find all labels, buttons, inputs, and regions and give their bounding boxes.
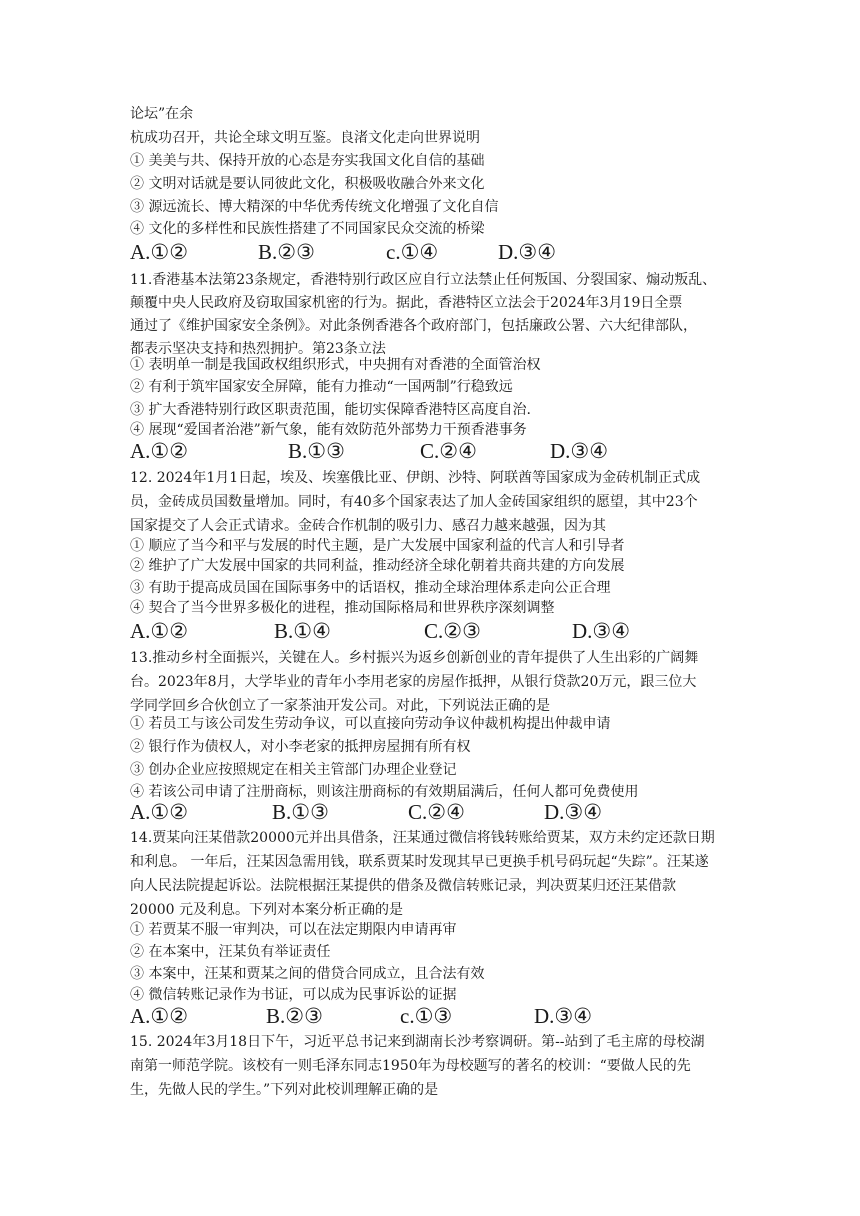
q12-stem-line-1: 12. 2024年1月1日起，埃及、埃塞俄比亚、伊朗、沙特、阿联酋等国家成为金砖机制正式成 bbox=[130, 470, 701, 486]
q14-answer-a[interactable]: A.①② bbox=[130, 1004, 189, 1028]
q12-option-4: ④ 契合了当今世界多极化的进程，推动国际格局和世界秩序深刻调整 bbox=[130, 600, 555, 616]
q14-stem-line-3: 向人民法院提起诉讼。法院根据汪某提供的借条及微信转账记录，判决贾某归还汪某借款 bbox=[130, 878, 676, 894]
q11-stem-line-4: 都表示坚决支持和热烈拥护。第23条立法 bbox=[130, 341, 386, 357]
q13-answer-choices bbox=[130, 800, 730, 826]
q10-stem-line-2: 杭成功召开，共论全球文明互鉴。良渚文化走向世界说明 bbox=[130, 130, 480, 146]
q12-option-3: ③ 有助于提高成员国在国际事务中的话语权，推动全球治理体系走向公正合理 bbox=[130, 580, 611, 596]
q14-stem-line-2: 和利息。 一年后，汪某因急需用钱，联系贾某时发现其早已更换手机号码玩起“失踪”。汪某遂 bbox=[130, 854, 709, 870]
q13-option-3: ③ 创办企业应按照规定在相关主管部门办理企业登记 bbox=[130, 762, 457, 778]
q12-answer-c[interactable]: C.②③ bbox=[424, 619, 481, 643]
q14-option-2: ② 在本案中，汪某负有举证责任 bbox=[130, 944, 331, 960]
q14-answer-c[interactable]: c.①③ bbox=[400, 1004, 453, 1028]
q10-option-1: ① 美美与共、保持开放的心态是夯实我国文化自信的基础 bbox=[130, 153, 485, 169]
q15-stem-line-1: 15. 2024年3月18日下午，习近平总书记来到湖南长沙考察调研。第--站到了毛主席的母校湖 bbox=[130, 1034, 705, 1050]
q11-option-4: ④ 展现“爱国者治港”新气象，能有效防范外部势力干预香港事务 bbox=[130, 422, 527, 438]
q13-answer-c[interactable]: C.②④ bbox=[408, 800, 465, 824]
q12-answer-a[interactable]: A.①② bbox=[130, 619, 189, 643]
q11-stem-line-3: 通过了《维护国家安全条例》。对此条例香港各个政府部门，包括廉政公署、六大纪律部队， bbox=[130, 318, 697, 334]
q13-answer-a[interactable]: A.①② bbox=[130, 800, 189, 824]
q10-answer-a[interactable]: A.①② bbox=[130, 240, 189, 264]
q13-stem-line-3: 学同学回乡合伙创立了一家茶油开发公司。对此，下列说法正确的是 bbox=[130, 698, 550, 714]
q13-answer-b[interactable]: B.①③ bbox=[272, 800, 329, 824]
q14-stem-line-1: 14.贾某向汪某借款20000元并出具借条，汪某通过微信将钱转账给贾某，双方未约定还款日期 bbox=[130, 830, 715, 846]
q13-answer-d[interactable]: D.③④ bbox=[544, 800, 603, 824]
q11-stem-line-2: 颠覆中央人民政府及窃取国家机密的行为。据此，香港特区立法会于2024年3月19日全票 bbox=[130, 295, 683, 311]
q11-option-3: ③ 扩大香港特别行政区职责范围，能切实保障香港特区高度自治. bbox=[130, 402, 531, 418]
q13-option-2: ② 银行作为债权人，对小李老家的抵押房屋拥有所有权 bbox=[130, 739, 471, 755]
q14-answer-choices bbox=[130, 1004, 730, 1030]
q11-answer-b[interactable]: B.①③ bbox=[288, 439, 345, 463]
q13-option-4: ④ 若该公司申请了注册商标，则该注册商标的有效期届满后，任何人都可免费使用 bbox=[130, 784, 639, 800]
q14-stem-line-4: 20000 元及利息。下列对本案分析正确的是 bbox=[130, 902, 403, 918]
q14-answer-d[interactable]: D.③④ bbox=[534, 1004, 593, 1028]
q11-answer-choices bbox=[130, 439, 730, 465]
q14-option-3: ③ 本案中，汪某和贾某之间的借贷合同成立，且合法有效 bbox=[130, 966, 485, 982]
q10-option-3: ③ 源远流长、博大精深的中华优秀传统文化增强了文化自信 bbox=[130, 199, 499, 215]
q10-answer-d[interactable]: D.③④ bbox=[498, 240, 557, 264]
q10-answer-choices bbox=[130, 240, 730, 266]
q11-answer-c[interactable]: C.②④ bbox=[420, 439, 477, 463]
q11-answer-d[interactable]: D.③④ bbox=[550, 439, 609, 463]
q12-answer-choices bbox=[130, 619, 730, 645]
q13-option-1: ① 若员工与该公司发生劳动争议，可以直接向劳动争议仲裁机构提出仲裁申请 bbox=[130, 716, 611, 732]
q10-answer-b[interactable]: B.②③ bbox=[258, 240, 315, 264]
q10-answer-c[interactable]: c.①④ bbox=[386, 240, 439, 264]
q12-answer-b[interactable]: B.①④ bbox=[274, 619, 331, 643]
q12-option-2: ② 维护了广大发展中国家的共同利益，推动经济全球化朝着共商共建的方向发展 bbox=[130, 558, 625, 574]
q11-option-1: ① 表明单一制是我国政权组织形式，中央拥有对香港的全面管治权 bbox=[130, 357, 541, 373]
q10-option-4: ④ 文化的多样性和民族性搭建了不同国家民众交流的桥梁 bbox=[130, 221, 485, 237]
q13-stem-line-1: 13.推动乡村全面振兴，关键在人。乡村振兴为返乡创新创业的青年提供了人生出彩的广阔舞 bbox=[130, 650, 699, 666]
q15-stem-line-2: 南第一师范学院。该校有一则毛泽东同志1950年为母校题写的著名的校训：“要做人民的先 bbox=[130, 1058, 691, 1074]
q14-option-4: ④ 微信转账记录作为书证，可以成为民事诉讼的证据 bbox=[130, 987, 457, 1003]
q12-stem-line-2: 员，金砖成员国数量增加。同时，有40多个国家表达了加人金砖国家组织的愿望，其中23个 bbox=[130, 494, 698, 510]
q13-stem-line-2: 台。2023年8月，大学毕业的青年小李用老家的房屋作抵押，从银行贷款20万元，跟三位大 bbox=[130, 674, 697, 690]
q14-option-1: ① 若贾某不服一审判决，可以在法定期限内申请再审 bbox=[130, 922, 457, 938]
q12-answer-d[interactable]: D.③④ bbox=[572, 619, 631, 643]
q12-stem-line-3: 国家提交了人会正式请求。金砖合作机制的吸引力、感召力越来越强，因为其 bbox=[130, 518, 606, 534]
q10-option-2: ② 文明对话就是要认同彼此文化，积极吸收融合外来文化 bbox=[130, 176, 485, 192]
q11-answer-a[interactable]: A.①② bbox=[130, 439, 189, 463]
q11-stem-line-1: 11.香港基本法第23条规定，香港特别行政区应自行立法禁止任何叛国、分裂国家、煽动叛乱、 bbox=[130, 272, 717, 288]
q12-option-1: ① 顺应了当今和平与发展的时代主题，是广大发展中国家利益的代言人和引导者 bbox=[130, 538, 625, 554]
q11-option-2: ② 有利于筑牢国家安全屏障，能有力推动“一国两制”行稳致远 bbox=[130, 379, 513, 395]
q15-stem-line-3: 生，先做人民的学生。”下列对此校训理解正确的是 bbox=[130, 1082, 439, 1098]
q10-stem-line-1: 论坛”在余 bbox=[130, 106, 194, 122]
q14-answer-b[interactable]: B.②③ bbox=[266, 1004, 323, 1028]
